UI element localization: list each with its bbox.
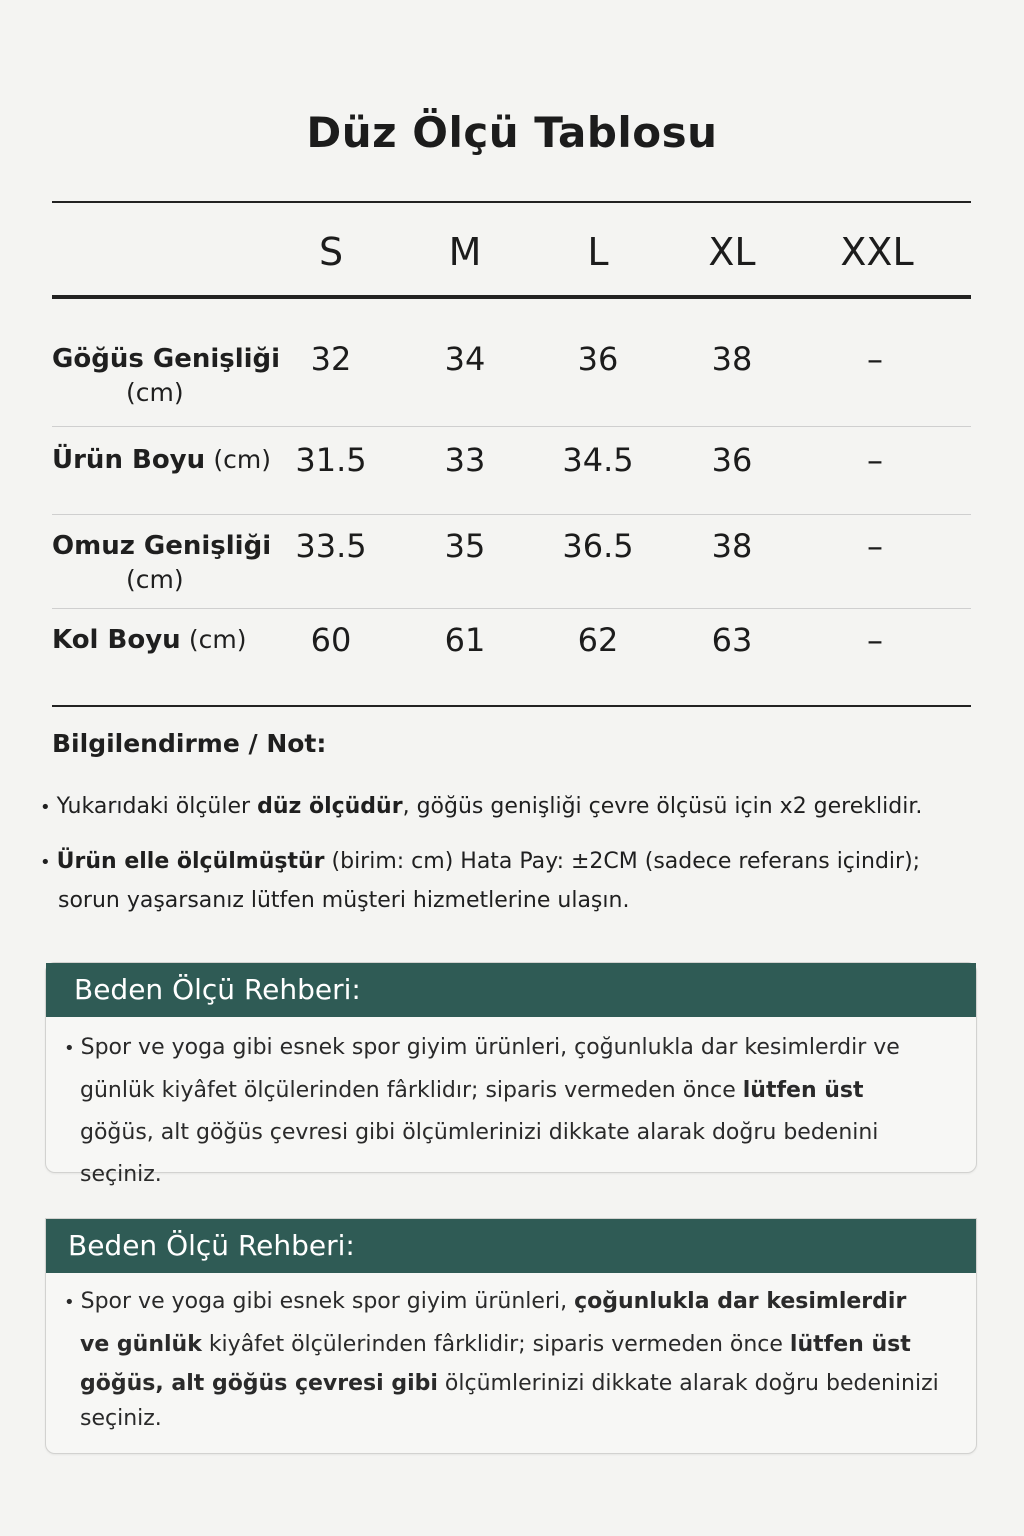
- size-header-xl: XL: [708, 230, 756, 274]
- size-header-s: S: [318, 230, 344, 274]
- bullet-icon: •: [40, 852, 51, 873]
- note-item: • Yukarıdaki ölçüler düz ölçüdür, göğüs genişliği çevre ölçüsü için x2 gereklidir.: [40, 794, 923, 819]
- table-header-rule: [52, 295, 971, 299]
- table-cell: 38: [711, 527, 753, 565]
- size-guide-body: • Spor ve yoga gibi esnek spor giyim ürünleri, çoğunlukla dar kesimlerdir ve günlük kiyâfet ölçülerinden fârklidir; siparis vermeden önce lütfen üst göğüs, alt göğüs çevresi gibi ölçümlerinizi dikkate alarak doğru bedeninizi seçiniz.: [64, 1289, 939, 1431]
- size-guide-body: • Spor ve yoga gibi esnek spor giyim ürünleri, çoğunlukla dar kesimlerdir ve günlük kiyâfet ölçülerinden fârklidır; siparis vermeden önce lütfen üst göğüs, alt göğüs çevresi gibi ölçümlerinizi dikkate alarak doğru bedenini seçiniz.: [64, 1035, 900, 1187]
- page-title: Düz Ölçü Tablosu: [306, 108, 718, 157]
- size-guide-box: [45, 1218, 977, 1454]
- size-guide-header: Beden Ölçü Rehberi:: [46, 1219, 976, 1273]
- table-cell: 35: [444, 527, 486, 565]
- size-guide-header: Beden Ölçü Rehberi:: [46, 963, 976, 1017]
- row-label-shoulder: Omuz Genişliği (cm): [52, 531, 272, 594]
- table-cell: 62: [577, 621, 619, 659]
- table-cell: 31.5: [295, 441, 367, 479]
- table-cell: –: [867, 527, 883, 565]
- row-divider: [52, 426, 971, 427]
- row-label-sleeve: Kol Boyu (cm): [52, 625, 247, 655]
- size-header-m: M: [448, 230, 482, 274]
- table-cell: 34: [444, 340, 486, 378]
- table-cell: 63: [711, 621, 753, 659]
- table-cell: 32: [310, 340, 352, 378]
- table-bottom-rule: [52, 705, 971, 707]
- table-cell: 33: [444, 441, 486, 479]
- size-header-l: L: [587, 230, 609, 274]
- table-cell: 34.5: [562, 441, 634, 479]
- notes-title: Bilgilendirme / Not:: [52, 729, 327, 758]
- bullet-icon: •: [64, 1292, 75, 1313]
- size-header-xxl: XXL: [840, 230, 914, 274]
- table-cell: 60: [310, 621, 352, 659]
- table-cell: 33.5: [295, 527, 367, 565]
- table-cell: –: [867, 340, 883, 378]
- bullet-icon: •: [64, 1038, 75, 1059]
- row-divider: [52, 514, 971, 515]
- table-cell: 36: [577, 340, 619, 378]
- table-cell: 36.5: [562, 527, 634, 565]
- table-cell: 61: [444, 621, 486, 659]
- table-cell: 36: [711, 441, 753, 479]
- bullet-icon: •: [40, 797, 51, 818]
- row-label-length: Ürün Boyu (cm): [52, 445, 272, 475]
- row-label-chest: Göğüs Genişliği (cm): [52, 344, 281, 407]
- table-top-rule: [52, 201, 971, 203]
- table-cell: –: [867, 441, 883, 479]
- row-divider: [52, 608, 971, 609]
- table-cell: –: [867, 621, 883, 659]
- table-cell: 38: [711, 340, 753, 378]
- note-item: • Ürün elle ölçülmüştür (birim: cm) Hata Pay: ±2CM (sadece referans içindir); sorun yaşarsanız lütfen müşteri hizmetlerine ulaşın.: [40, 849, 921, 913]
- size-guide-box: [45, 962, 977, 1187]
